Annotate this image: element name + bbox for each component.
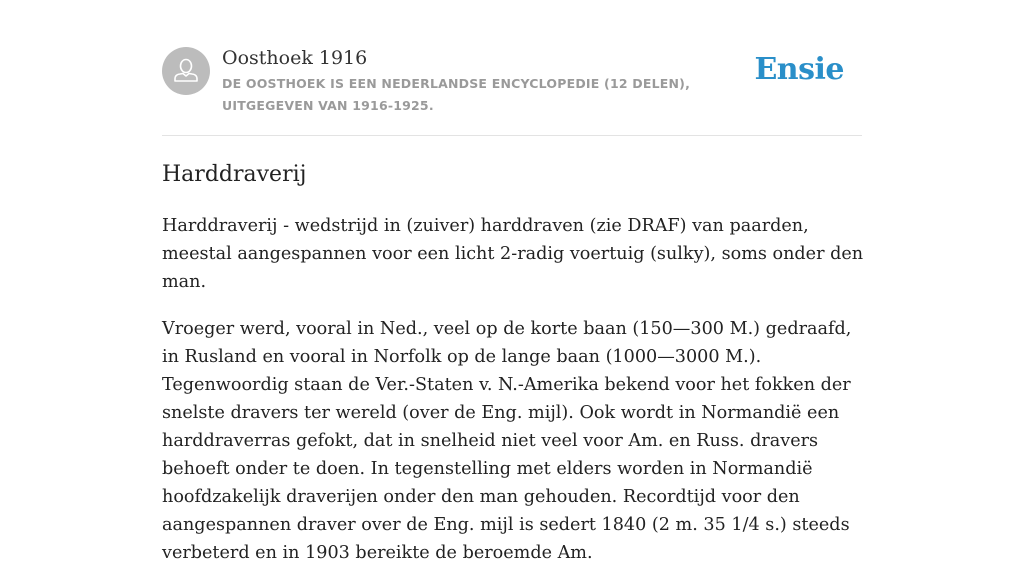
source-description: DE OOSTHOEK IS EEN NEDERLANDSE ENCYCLOPEDIE (12 DELEN), UITGEGEVEN VAN 1916-1925.: [222, 76, 691, 113]
user-avatar-icon[interactable]: [162, 47, 210, 95]
ensie-logo[interactable]: Ensie: [754, 52, 844, 87]
source-title[interactable]: Oosthoek 1916: [222, 47, 368, 69]
header-divider: [162, 135, 862, 136]
article-title: Harddraverij: [162, 162, 307, 187]
article-paragraph: Harddraverij - wedstrijd in (zuiver) harddraven (zie DRAF) van paarden, meestal aangespannen voor een licht 2-radig voertuig (sulky), soms onder den man.: [162, 216, 864, 292]
article-body: [162, 212, 872, 586]
article-paragraph: Vroeger werd, vooral in Ned., veel op de korte baan (150—300 M.) gedraafd, in Rusland en vooral in Norfolk op de lange baan (1000—3000 M.). Tegenwoordig staan de Ver.-Staten v. N.-Amerika bekend voor het fokken der snelste dravers ter wereld (over de Eng. mijl). Ook wordt in Normandië een harddraverras gefokt, dat in snelheid niet veel voor Am. en Russ. dravers behoeft onder te doen. In tegenstelling met elders worden in Normandië hoofdzakelijk draverijen onder den man gehouden. Recordtijd voor den aangespannen draver over de Eng. mijl is sedert 1840 (2 m. 35 1/4 s.) steeds verbeterd en in 1903 bereikte de beroemde Am.: [162, 319, 852, 563]
source-header: [162, 46, 862, 116]
